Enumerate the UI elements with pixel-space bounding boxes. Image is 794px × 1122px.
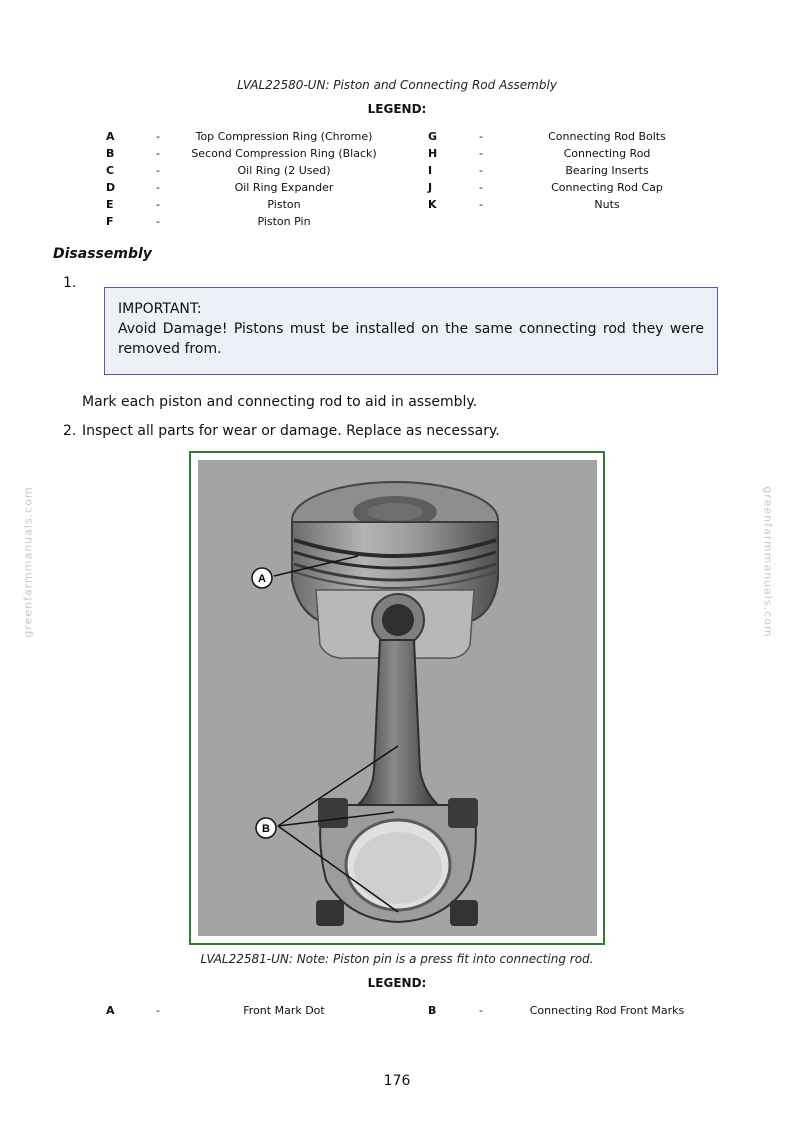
legend-letter: C (106, 164, 115, 177)
legend-letter: A (106, 1004, 115, 1017)
legend-letter: B (106, 147, 115, 160)
legend-desc: Connecting Rod Cap (551, 181, 663, 194)
important-text: Avoid Damage! Pistons must be installed on the same connecting rod they were removed from. (118, 321, 704, 357)
legend-dash: - (156, 164, 160, 177)
legend-row (0, 147, 794, 164)
legend-letter: D (106, 181, 116, 194)
step-number: 1. (63, 275, 77, 291)
figure1-caption: LVAL22580-UN: Piston and Connecting Rod Assembly (237, 78, 557, 92)
legend-dash: - (479, 164, 483, 177)
legend-desc: Oil Ring (2 Used) (237, 164, 331, 177)
legend-desc: Piston Pin (257, 215, 311, 228)
important-title: IMPORTANT: (118, 301, 202, 317)
legend-dash: - (156, 130, 160, 143)
callout-label: B (262, 823, 270, 835)
legend-desc: Oil Ring Expander (234, 181, 334, 194)
callout-a (252, 568, 272, 588)
section-heading: Disassembly (53, 246, 152, 262)
callout-b (256, 818, 276, 838)
legend-desc: Top Compression Ring (Chrome) (195, 130, 373, 143)
legend-dash: - (479, 1004, 483, 1017)
legend-row (0, 1004, 794, 1021)
legend-row (0, 215, 794, 232)
step-text: Inspect all parts for wear or damage. Replace as necessary. (82, 423, 500, 439)
legend-desc: Nuts (594, 198, 620, 211)
legend-dash: - (156, 147, 160, 160)
legend-desc: Bearing Inserts (565, 164, 649, 177)
legend-letter: I (428, 164, 433, 177)
watermark-right: greenfarmmanuals.com (761, 486, 775, 638)
page-number: 176 (383, 1073, 411, 1089)
legend-row (0, 164, 794, 181)
legend-dash: - (156, 181, 160, 194)
legend-row (0, 198, 794, 215)
legend-desc: Piston (267, 198, 301, 211)
legend-dash: - (156, 215, 160, 228)
important-notice (104, 287, 718, 375)
legend-desc: Connecting Rod (563, 147, 651, 160)
legend-row (0, 181, 794, 198)
legend-dash: - (156, 1004, 160, 1017)
legend-dash: - (156, 198, 160, 211)
legend-letter: G (428, 130, 438, 143)
legend-letter: K (428, 198, 437, 211)
figure2-legend-title: LEGEND: (367, 976, 427, 990)
legend-letter: B (428, 1004, 437, 1017)
legend-dash: - (479, 181, 483, 194)
legend-dash: - (479, 198, 483, 211)
watermark-left: greenfarmmanuals.com (21, 486, 35, 638)
legend-dash: - (479, 130, 483, 143)
legend-desc: Connecting Rod Bolts (548, 130, 666, 143)
legend-letter: J (428, 181, 433, 194)
piston-rod-photo (198, 460, 597, 936)
legend-letter: F (106, 215, 114, 228)
figure1-legend-title: LEGEND: (367, 102, 427, 116)
step-text: Mark each piston and connecting rod to aid in assembly. (82, 394, 478, 410)
legend-desc: Front Mark Dot (243, 1004, 325, 1017)
legend-letter: A (106, 130, 115, 143)
callout-label: A (258, 573, 266, 585)
legend-dash: - (479, 147, 483, 160)
legend-desc: Second Compression Ring (Black) (191, 147, 377, 160)
figure2-caption: LVAL22581-UN: Note: Piston pin is a press fit into connecting rod. (200, 952, 594, 966)
legend-letter: E (106, 198, 114, 211)
legend-letter: H (428, 147, 438, 160)
legend-desc: Connecting Rod Front Marks (529, 1004, 685, 1017)
legend-row (0, 130, 794, 147)
figure-photo-frame (189, 451, 605, 945)
step-number: 2. (63, 423, 77, 439)
